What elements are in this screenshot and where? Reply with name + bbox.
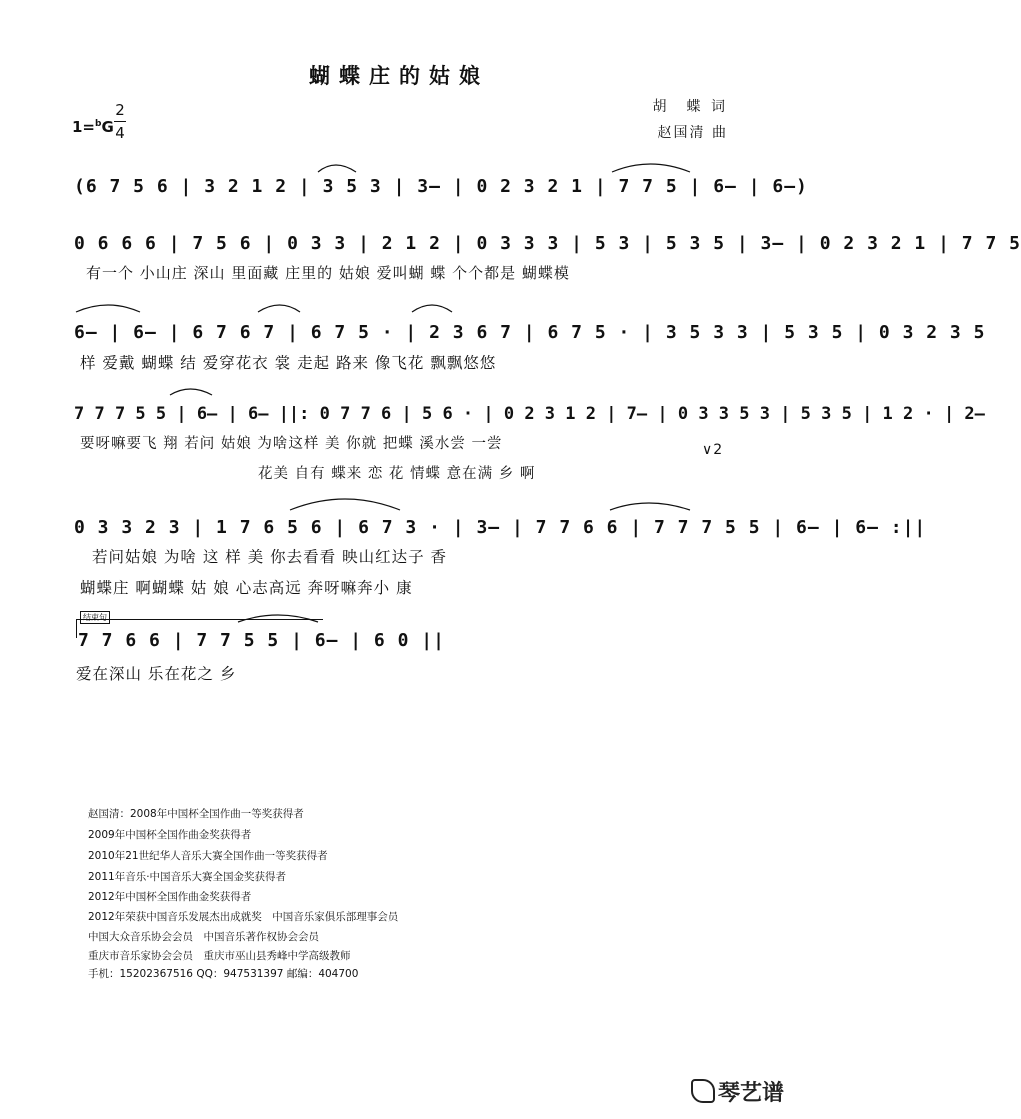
lyric-line-2: 有一个 小山庄 深山 里面藏 庄里的 姑娘 爱叫蝴 蝶 个个都是 蝴蝶模 [86,264,570,282]
bio-line: 手机：15202367516 QQ：947531397 邮编：404700 [88,968,359,980]
composer-credit: 赵国清 曲 [657,125,728,141]
site-logo: 琴艺谱 [691,1076,784,1107]
bio-line: 2011年音乐·中国音乐大赛全国金奖获得者 [88,871,287,883]
bio-line: 2012年荣获中国音乐发展杰出成就奖 中国音乐家俱乐部理事会员 [88,911,399,923]
lyric-line-4a: 要呀嘛要飞 翔 若问 姑娘 为啥这样 美 你就 把蝶 溪水尝 一尝 [80,436,503,452]
logo-icon [691,1079,715,1103]
ending-label: 结束句 [80,611,110,624]
notation-line-5: 0 3 3 2 3 | 1 7 6 5 6 | 6 7 3 · | 3— | 7 7 6 6 | 7 7 7 5 5 | 6— | 6— :|| [74,517,927,538]
lyric-line-4b: 花美 自有 蝶来 恋 花 情蝶 意在满 乡 啊 [258,466,536,482]
lyric-line-6: 爱在深山 乐在花之 乡 [76,665,237,683]
notation-line-4: 7 7 7 5 5 | 6— | 6— ||: 0 7 7 6 | 5 6 · | 0 2 3 1 2 | 7— | 0 3 3 5 3 | 5 3 5 | 1 2 · | 2— [74,404,985,424]
notation-line-3: 6— | 6— | 6 7 6 7 | 6 7 5 · | 2 3 6 7 | 6 7 5 · | 3 5 3 3 | 5 3 5 | 0 3 2 3 5 [74,322,986,343]
notation-line-6: 7 7 6 6 | 7 7 5 5 | 6— | 6 0 || [78,630,445,651]
lyricist-credit: 胡 蝶 词 [652,99,728,115]
bio-line: 重庆市音乐家协会会员 重庆市巫山县秀峰中学高级教师 [88,950,351,962]
notation-line-2: 0 6 6 6 | 7 5 6 | 0 3 3 | 2 1 2 | 0 3 3 3 | 5 3 | 5 3 5 | 3— | 0 2 3 2 1 | 7 7 5 [74,233,1021,254]
lyric-line-5a: 若问姑娘 为啥 这 样 美 你去看看 映山红达子 香 [92,548,447,566]
meter-top: 2 [115,101,125,119]
bio-line: 2010年21世纪华人音乐大赛全国作曲一等奖获得者 [88,850,328,862]
lyric-line-5b: 蝴蝶庄 啊蝴蝶 姑 娘 心志高远 奔呀嘛奔小 康 [80,579,413,597]
bio-line: 2012年中国杯全国作曲金奖获得者 [88,891,252,903]
volta-mark: ∨2 [702,442,724,458]
key-signature: 1=$^b$G [72,118,114,136]
notation-line-1: (6 7 5 6 | 3 2 1 2 | 3 5 3 | 3— | 0 2 3 2 1 | 7 7 5 | 6— | 6—) [74,176,808,197]
bio-line: 赵国清：2008年中国杯全国作曲一等奖获得者 [88,808,304,820]
bio-line: 中国大众音乐协会会员 中国音乐著作权协会会员 [88,931,319,943]
meter-bottom: 4 [115,124,125,142]
bio-line: 2009年中国杯全国作曲金奖获得者 [88,829,252,841]
lyric-line-3: 样 爱戴 蝴蝶 结 爱穿花衣 裳 走起 路来 像飞花 飘飘悠悠 [80,354,497,372]
page-title: 蝴蝶庄的姑娘 [309,63,489,88]
